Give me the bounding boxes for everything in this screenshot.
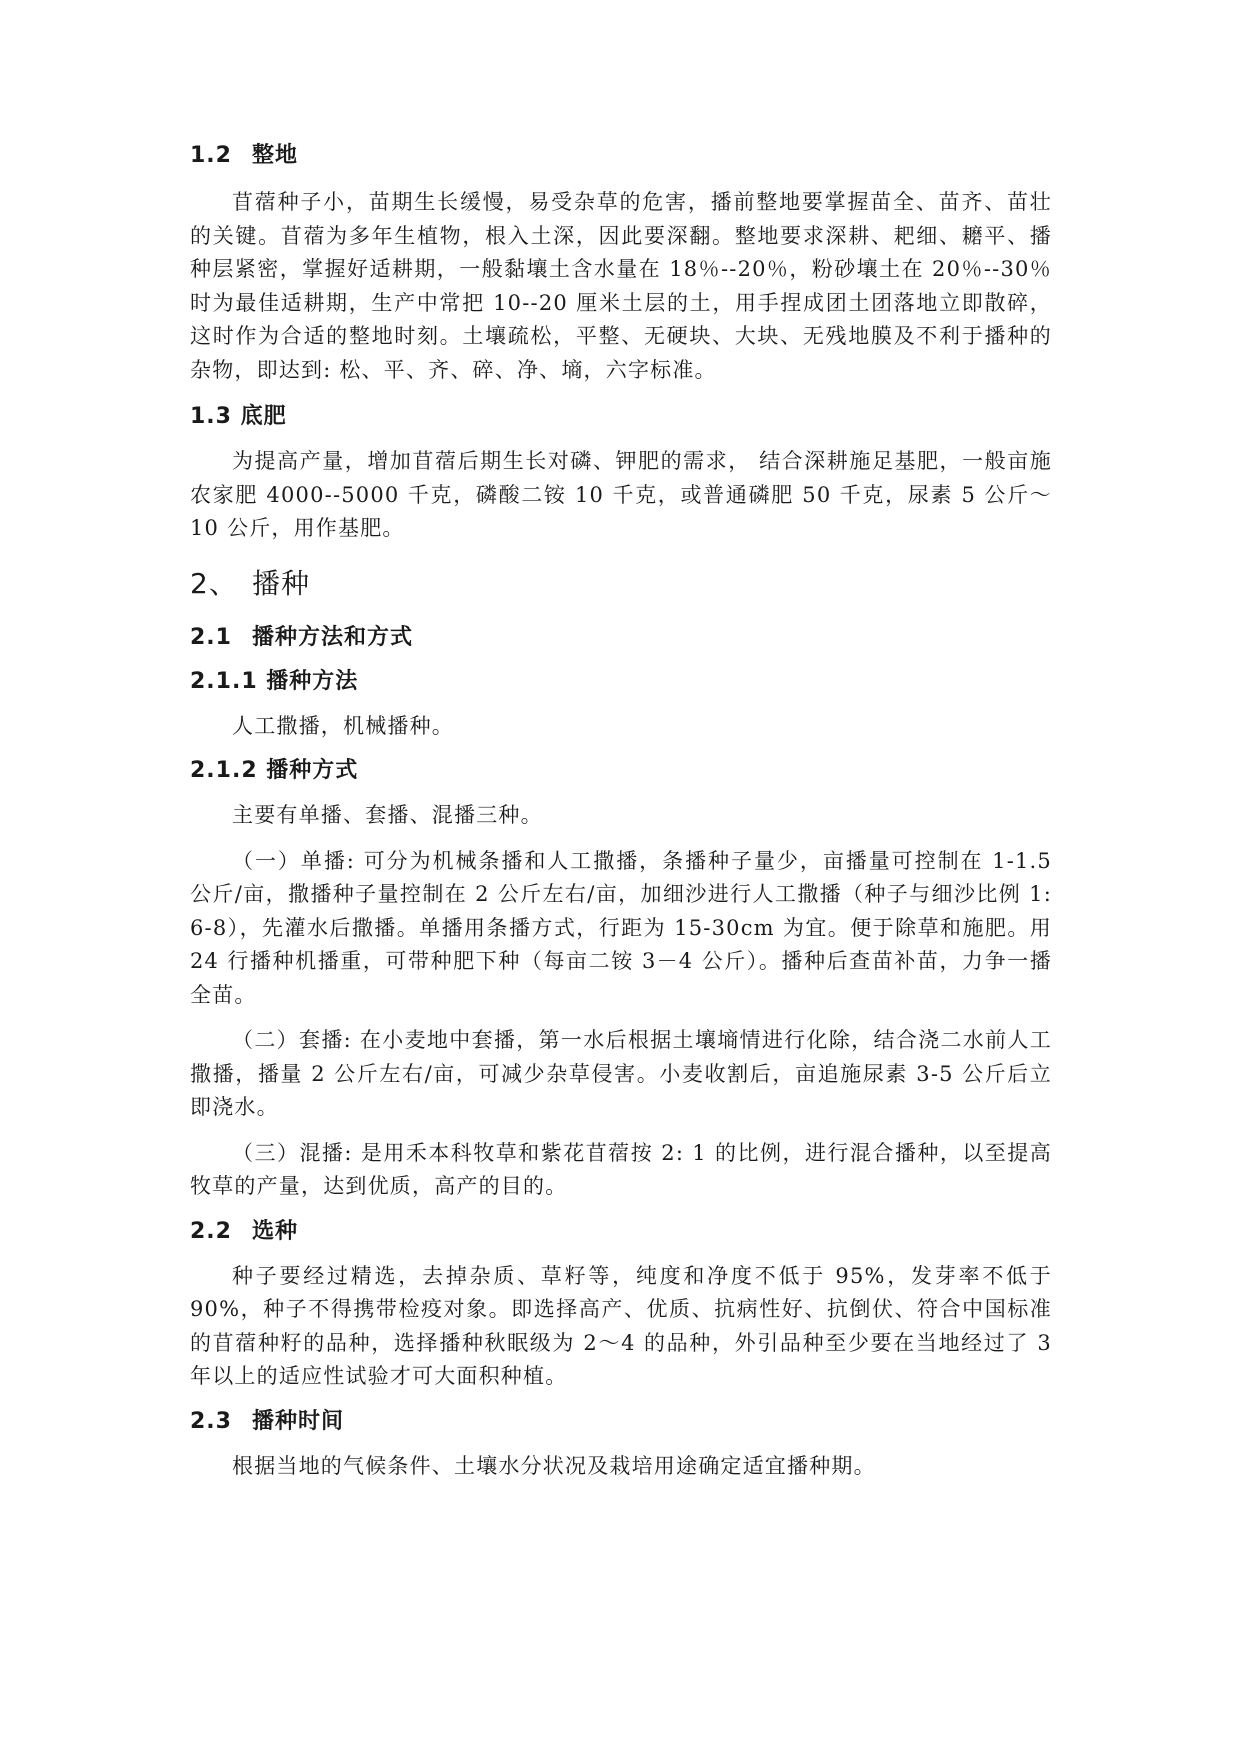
paragraph-mixed-sowing: （三）混播: 是用禾本科牧草和紫花苜蓿按 2: 1 的比例，进行混合播种，以至提高牧草的产量，达到优质，高产的目的。: [190, 1140, 1052, 1198]
heading-1-3: 1.3 底肥: [190, 404, 287, 429]
heading-number: 2、: [190, 566, 238, 600]
heading-2-2: [190, 1216, 1052, 1248]
paragraph-base-fertilizer: 为提高产量，增加苜蓿后期生长对磷、钾肥的需求， 结合深耕施足基肥，一般亩施农家肥 4000--5000 千克，磷酸二铵 10 千克，或普通磷肥 50 千克，尿素 5 公斤～10 公斤，用作基肥。: [190, 449, 1052, 540]
heading-2-1-2: 2.1.2 播种方式: [190, 758, 359, 783]
heading-2: [190, 564, 1052, 604]
heading-number: 1.2: [190, 143, 232, 168]
heading-2-1: [190, 622, 1052, 654]
paragraph-sowing-methods: 人工撒播，机械播种。: [232, 713, 454, 738]
heading-title: 选种: [252, 1218, 299, 1244]
paragraph-sowing-modes: 主要有单播、套播、混播三种。: [232, 803, 543, 827]
paragraph-seed-selection: 种子要经过精选，去掉杂质、草籽等，纯度和净度不低于 95%，发芽率不低于 90%，种子不得携带检疫对象。即选择高产、优质、抗病性好、抗倒伏、符合中国标准的苜蓿种籽的品种，选择播种秋眠级为 2～4 的品种，外引品种至少要在当地经过了 3 年以上的适应性试验才可大面积种植。: [190, 1263, 1052, 1388]
heading-1-2: [190, 140, 1052, 172]
heading-number: 2.1: [190, 624, 232, 650]
heading-number: 2.2: [190, 1218, 232, 1244]
heading-title: 播种方法和方式: [252, 624, 414, 650]
heading-number: 2.3: [190, 1408, 232, 1434]
paragraph-single-sowing: （一）单播: 可分为机械条播和人工撒播，条播种子量少，亩播量可控制在 1-1.5 公斤/亩，撒播种子量控制在 2 公斤左右/亩，加细沙进行人工撒播（种子与细沙比例 1: 6-8），先灌水后撒播。单播用条播方式，行距为 15-30cm 为宜。便于除草和施肥。用 24 行播种机播重，可带种肥下种（每亩二铵 3－4 公斤）。播种后查苗补苗，力争一播全苗。: [190, 848, 1052, 1007]
heading-title: 播种时间: [252, 1408, 345, 1434]
heading-title: 整地: [252, 143, 299, 168]
paragraph-sowing-time: 根据当地的气候条件、土壤水分状况及栽培用途确定适宜播种期。: [232, 1453, 876, 1478]
heading-title: 播种: [252, 566, 311, 600]
heading-2-1-1: 2.1.1 播种方法: [190, 668, 359, 694]
paragraph-land-preparation: 苜蓿种子小，苗期生长缓慢，易受杂草的危害，播前整地要掌握苗全、苗齐、苗壮的关键。苜蓿为多年生植物，根入土深，因此要深翻。整地要求深耕、耙细、耱平、播种层紧密，掌握好适耕期，一般黏壤土含水量在 18％--20％，粉砂壤土在 20％--30％时为最佳适耕期，生产中常把 10--20 厘米土层的土，用手捏成团土团落地立即散碎，这时作为合适的整地时刻。土壤疏松，平整、无硬块、大块、无残地膜及不利于播种的杂物，即达到: 松、平、齐、碎、净、墒，六字标准。: [190, 190, 1052, 382]
heading-2-3: [190, 1406, 1052, 1438]
paragraph-intercropping: （二）套播: 在小麦地中套播，第一水后根据土壤墒情进行化除，结合浇二水前人工撒播，播量 2 公斤左右/亩，可减少杂草侵害。小麦收割后，亩追施尿素 3-5 公斤后立即浇水。: [190, 1028, 1052, 1119]
document-page: [190, 140, 1052, 1483]
